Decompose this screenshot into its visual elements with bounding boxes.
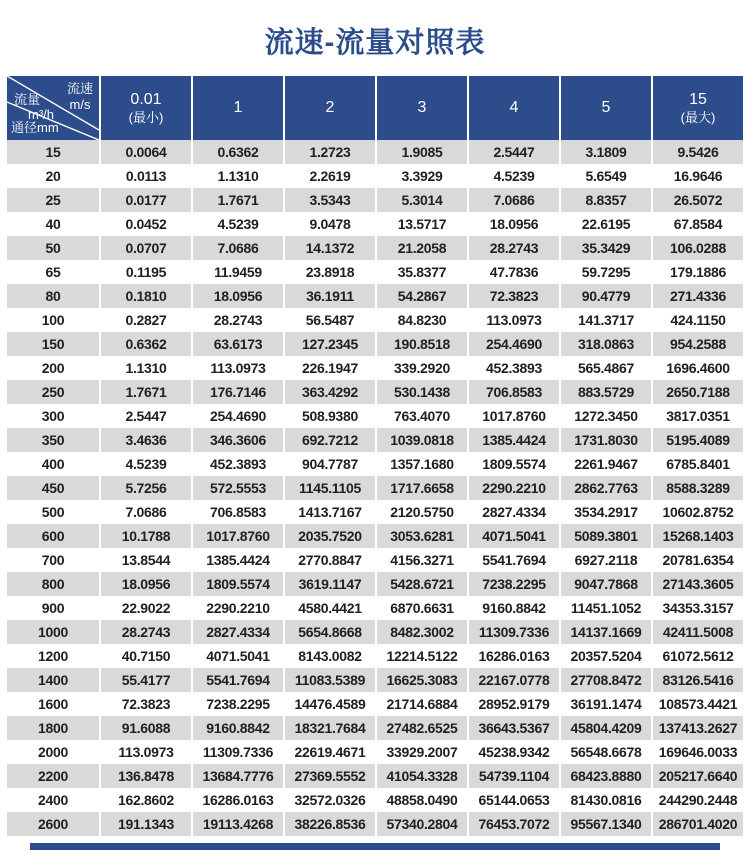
velocity-column-header: 5: [559, 76, 651, 140]
table-row: [7, 356, 743, 380]
flow-value-cell: 3053.6281: [375, 524, 467, 548]
flow-value-cell: 20357.5204: [559, 644, 651, 668]
table-row: [7, 572, 743, 596]
flow-value-cell: 9047.7868: [559, 572, 651, 596]
flow-rate-table: [7, 76, 743, 836]
flow-value-cell: 7.0686: [467, 188, 559, 212]
diameter-cell: 2400: [7, 788, 99, 812]
flow-value-cell: 27369.5552: [283, 764, 375, 788]
flow-value-cell: 7.0686: [99, 500, 191, 524]
table-row: [7, 596, 743, 620]
flow-value-cell: 0.0452: [99, 212, 191, 236]
flow-value-cell: 179.1886: [651, 260, 743, 284]
flow-value-cell: 4580.4421: [283, 596, 375, 620]
flow-value-cell: 2770.8847: [283, 548, 375, 572]
flow-value-cell: 706.8583: [191, 500, 283, 524]
flow-value-cell: 0.0707: [99, 236, 191, 260]
flow-value-cell: 45238.9342: [467, 740, 559, 764]
flow-value-cell: 1717.6658: [375, 476, 467, 500]
flow-value-cell: 318.0863: [559, 332, 651, 356]
flow-value-cell: 5.3014: [375, 188, 467, 212]
velocity-column-header: 0.01 (最小): [99, 76, 191, 140]
flow-label-text: 流量: [14, 92, 41, 107]
flow-value-cell: 10.1788: [99, 524, 191, 548]
velocity-label-text: 流速: [66, 81, 93, 96]
diameter-cell: 20: [7, 164, 99, 188]
flow-value-cell: 2035.7520: [283, 524, 375, 548]
flow-value-cell: 45804.4209: [559, 716, 651, 740]
flow-value-cell: 1413.7167: [283, 500, 375, 524]
velocity-column-header: 4: [467, 76, 559, 140]
flow-value-cell: 27482.6525: [375, 716, 467, 740]
flow-value-cell: 47.7836: [467, 260, 559, 284]
diameter-cell: 200: [7, 356, 99, 380]
flow-value-cell: 0.6362: [191, 140, 283, 164]
diameter-cell: 50: [7, 236, 99, 260]
flow-value-cell: 508.9380: [283, 404, 375, 428]
table-row: [7, 380, 743, 404]
flow-value-cell: 9.0478: [283, 212, 375, 236]
flow-value-cell: 18.0956: [99, 572, 191, 596]
diameter-cell: 350: [7, 428, 99, 452]
flow-value-cell: 0.6362: [99, 332, 191, 356]
flow-value-cell: 0.1195: [99, 260, 191, 284]
corner-flow-label: [14, 92, 54, 122]
flow-value-cell: 108573.4421: [651, 692, 743, 716]
flow-value-cell: 254.4690: [191, 404, 283, 428]
flow-value-cell: 4.5239: [467, 164, 559, 188]
flow-value-cell: 3.3929: [375, 164, 467, 188]
diameter-cell: 250: [7, 380, 99, 404]
flow-value-cell: 15268.1403: [651, 524, 743, 548]
flow-value-cell: 11083.5389: [283, 668, 375, 692]
diameter-cell: 700: [7, 548, 99, 572]
diameter-cell: 1800: [7, 716, 99, 740]
flow-value-cell: 67.8584: [651, 212, 743, 236]
flow-value-cell: 28952.9179: [467, 692, 559, 716]
flow-value-cell: 16.9646: [651, 164, 743, 188]
flow-value-cell: 16286.0163: [467, 644, 559, 668]
flow-value-cell: 4071.5041: [467, 524, 559, 548]
table-row: [7, 188, 743, 212]
diameter-cell: 300: [7, 404, 99, 428]
flow-value-cell: 40.7150: [99, 644, 191, 668]
flow-value-cell: 572.5553: [191, 476, 283, 500]
diameter-cell: 2600: [7, 812, 99, 836]
flow-value-cell: 190.8518: [375, 332, 467, 356]
flow-value-cell: 14137.1669: [559, 620, 651, 644]
table-row: [7, 260, 743, 284]
flow-value-cell: 1145.1105: [283, 476, 375, 500]
flow-value-cell: 1.1310: [191, 164, 283, 188]
diameter-cell: 25: [7, 188, 99, 212]
table-row: [7, 644, 743, 668]
flow-value-cell: 339.2920: [375, 356, 467, 380]
flow-value-cell: 162.8602: [99, 788, 191, 812]
flow-value-cell: 2650.7188: [651, 380, 743, 404]
table-row: [7, 620, 743, 644]
flow-value-cell: 28.2743: [99, 620, 191, 644]
flow-value-cell: 205217.6640: [651, 764, 743, 788]
flow-value-cell: 1.7671: [191, 188, 283, 212]
flow-value-cell: 254.4690: [467, 332, 559, 356]
flow-value-cell: 226.1947: [283, 356, 375, 380]
velocity-unit-text: m/s: [69, 96, 91, 112]
flow-value-cell: 2827.4334: [467, 500, 559, 524]
flow-value-cell: 9160.8842: [467, 596, 559, 620]
flow-value-cell: 95567.1340: [559, 812, 651, 836]
corner-header-cell: [7, 76, 99, 140]
flow-value-cell: 42411.5008: [651, 620, 743, 644]
diameter-cell: 40: [7, 212, 99, 236]
flow-value-cell: 5428.6721: [375, 572, 467, 596]
flow-value-cell: 4.5239: [191, 212, 283, 236]
flow-value-cell: 363.4292: [283, 380, 375, 404]
flow-value-cell: 3.1809: [559, 140, 651, 164]
flow-value-cell: 6785.8401: [651, 452, 743, 476]
flow-value-cell: 452.3893: [467, 356, 559, 380]
flow-value-cell: 16286.0163: [191, 788, 283, 812]
flow-value-cell: 84.8230: [375, 308, 467, 332]
flow-value-cell: 5654.8668: [283, 620, 375, 644]
flow-value-cell: 9.5426: [651, 140, 743, 164]
flow-value-cell: 35.8377: [375, 260, 467, 284]
flow-unit-text: m³/h: [28, 106, 54, 122]
flow-value-cell: 271.4336: [651, 284, 743, 308]
flow-value-cell: 1.1310: [99, 356, 191, 380]
table-row: [7, 548, 743, 572]
next-table-partial-header-bar: [30, 843, 720, 850]
flow-value-cell: 5541.7694: [191, 668, 283, 692]
flow-value-cell: 4156.3271: [375, 548, 467, 572]
flow-value-cell: 1272.3450: [559, 404, 651, 428]
corner-velocity-label: [67, 81, 93, 112]
flow-value-cell: 22167.0778: [467, 668, 559, 692]
flow-value-cell: 20781.6354: [651, 548, 743, 572]
flow-value-cell: 706.8583: [467, 380, 559, 404]
flow-value-cell: 2.5447: [99, 404, 191, 428]
diameter-cell: 150: [7, 332, 99, 356]
flow-value-cell: 8143.0082: [283, 644, 375, 668]
flow-value-cell: 90.4779: [559, 284, 651, 308]
flow-value-cell: 2120.5750: [375, 500, 467, 524]
table-row: [7, 668, 743, 692]
table-row: [7, 284, 743, 308]
table-row: [7, 740, 743, 764]
flow-value-cell: 55.4177: [99, 668, 191, 692]
flow-value-cell: 63.6173: [191, 332, 283, 356]
flow-value-cell: 59.7295: [559, 260, 651, 284]
flow-value-cell: 10602.8752: [651, 500, 743, 524]
table-row: [7, 236, 743, 260]
flow-value-cell: 57340.2804: [375, 812, 467, 836]
flow-value-cell: 22.6195: [559, 212, 651, 236]
table-row: [7, 764, 743, 788]
flow-value-cell: 27143.3605: [651, 572, 743, 596]
table-row: [7, 212, 743, 236]
flow-value-cell: 2.2619: [283, 164, 375, 188]
diameter-cell: 100: [7, 308, 99, 332]
diameter-cell: 450: [7, 476, 99, 500]
flow-value-cell: 68423.8880: [559, 764, 651, 788]
flow-value-cell: 1385.4424: [191, 548, 283, 572]
flow-value-cell: 1357.1680: [375, 452, 467, 476]
flow-value-cell: 2862.7763: [559, 476, 651, 500]
table-row: [7, 428, 743, 452]
flow-value-cell: 1.7671: [99, 380, 191, 404]
flow-value-cell: 127.2345: [283, 332, 375, 356]
flow-value-cell: 113.0973: [99, 740, 191, 764]
flow-value-cell: 8588.3289: [651, 476, 743, 500]
flow-value-cell: 27708.8472: [559, 668, 651, 692]
flow-value-cell: 565.4867: [559, 356, 651, 380]
flow-value-cell: 56548.6678: [559, 740, 651, 764]
flow-value-cell: 113.0973: [467, 308, 559, 332]
flow-value-cell: 3619.1147: [283, 572, 375, 596]
flow-value-cell: 35.3429: [559, 236, 651, 260]
flow-value-cell: 11.9459: [191, 260, 283, 284]
flow-value-cell: 21.2058: [375, 236, 467, 260]
flow-value-cell: 13.8544: [99, 548, 191, 572]
flow-value-cell: 113.0973: [191, 356, 283, 380]
flow-value-cell: 33929.2007: [375, 740, 467, 764]
flow-value-cell: 3.4636: [99, 428, 191, 452]
diameter-cell: 1400: [7, 668, 99, 692]
flow-value-cell: 286701.4020: [651, 812, 743, 836]
flow-value-cell: 28.2743: [191, 308, 283, 332]
flow-value-cell: 56.5487: [283, 308, 375, 332]
flow-value-cell: 13.5717: [375, 212, 467, 236]
flow-value-cell: 2827.4334: [191, 620, 283, 644]
flow-value-cell: 1696.4600: [651, 356, 743, 380]
table-row: [7, 788, 743, 812]
table-row: [7, 404, 743, 428]
flow-value-cell: 4071.5041: [191, 644, 283, 668]
flow-value-cell: 11451.1052: [559, 596, 651, 620]
diameter-cell: 500: [7, 500, 99, 524]
flow-value-cell: 136.8478: [99, 764, 191, 788]
flow-value-cell: 81430.0816: [559, 788, 651, 812]
flow-value-cell: 72.3823: [99, 692, 191, 716]
flow-value-cell: 32572.0326: [283, 788, 375, 812]
flow-value-cell: 5195.4089: [651, 428, 743, 452]
flow-value-cell: 38226.8536: [283, 812, 375, 836]
flow-value-cell: 7238.2295: [191, 692, 283, 716]
flow-value-cell: 11309.7336: [191, 740, 283, 764]
flow-value-cell: 36.1911: [283, 284, 375, 308]
diameter-cell: 1200: [7, 644, 99, 668]
flow-value-cell: 2.5447: [467, 140, 559, 164]
flow-value-cell: 191.1343: [99, 812, 191, 836]
flow-value-cell: 0.0064: [99, 140, 191, 164]
table-row: [7, 500, 743, 524]
flow-value-cell: 137413.2627: [651, 716, 743, 740]
diameter-cell: 600: [7, 524, 99, 548]
flow-value-cell: 5.7256: [99, 476, 191, 500]
flow-value-cell: 904.7787: [283, 452, 375, 476]
flow-value-cell: 13684.7776: [191, 764, 283, 788]
diameter-cell: 400: [7, 452, 99, 476]
diameter-cell: 80: [7, 284, 99, 308]
diameter-cell: 900: [7, 596, 99, 620]
flow-value-cell: 18.0956: [467, 212, 559, 236]
flow-value-cell: 83126.5416: [651, 668, 743, 692]
flow-value-cell: 22619.4671: [283, 740, 375, 764]
flow-value-cell: 2290.2210: [467, 476, 559, 500]
flow-value-cell: 954.2588: [651, 332, 743, 356]
velocity-column-header: 3: [375, 76, 467, 140]
flow-value-cell: 18.0956: [191, 284, 283, 308]
flow-value-cell: 61072.5612: [651, 644, 743, 668]
flow-value-cell: 346.3606: [191, 428, 283, 452]
flow-value-cell: 1385.4424: [467, 428, 559, 452]
flow-value-cell: 1.9085: [375, 140, 467, 164]
flow-value-cell: 452.3893: [191, 452, 283, 476]
table-row: [7, 308, 743, 332]
flow-value-cell: 176.7146: [191, 380, 283, 404]
flow-value-cell: 692.7212: [283, 428, 375, 452]
flow-value-cell: 41054.3328: [375, 764, 467, 788]
velocity-column-header: 2: [283, 76, 375, 140]
flow-value-cell: 23.8918: [283, 260, 375, 284]
table-row: [7, 140, 743, 164]
flow-value-cell: 1017.8760: [467, 404, 559, 428]
flow-value-cell: 28.2743: [467, 236, 559, 260]
flow-value-cell: 6927.2118: [559, 548, 651, 572]
flow-value-cell: 0.0113: [99, 164, 191, 188]
flow-value-cell: 169646.0033: [651, 740, 743, 764]
flow-value-cell: 5089.3801: [559, 524, 651, 548]
flow-value-cell: 1809.5574: [467, 452, 559, 476]
flow-value-cell: 26.5072: [651, 188, 743, 212]
table-row: [7, 812, 743, 836]
flow-value-cell: 16625.3083: [375, 668, 467, 692]
flow-value-cell: 22.9022: [99, 596, 191, 620]
flow-value-cell: 21714.6884: [375, 692, 467, 716]
flow-value-cell: 7238.2295: [467, 572, 559, 596]
flow-value-cell: 3817.0351: [651, 404, 743, 428]
flow-value-cell: 0.2827: [99, 308, 191, 332]
flow-value-cell: 14476.4589: [283, 692, 375, 716]
flow-value-cell: 7.0686: [191, 236, 283, 260]
flow-value-cell: 19113.4268: [191, 812, 283, 836]
flow-value-cell: 5.6549: [559, 164, 651, 188]
flow-value-cell: 36643.5367: [467, 716, 559, 740]
table-row: [7, 452, 743, 476]
table-row: [7, 716, 743, 740]
flow-value-cell: 76453.7072: [467, 812, 559, 836]
flow-value-cell: 424.1150: [651, 308, 743, 332]
flow-value-cell: 530.1438: [375, 380, 467, 404]
flow-value-cell: 0.1810: [99, 284, 191, 308]
flow-value-cell: 0.0177: [99, 188, 191, 212]
flow-value-cell: 8482.3002: [375, 620, 467, 644]
header-row: [7, 76, 743, 140]
flow-value-cell: 244290.2448: [651, 788, 743, 812]
diameter-cell: 65: [7, 260, 99, 284]
flow-value-cell: 65144.0653: [467, 788, 559, 812]
diameter-cell: 1000: [7, 620, 99, 644]
flow-value-cell: 2261.9467: [559, 452, 651, 476]
flow-value-cell: 34353.3157: [651, 596, 743, 620]
flow-value-cell: 54.2867: [375, 284, 467, 308]
diameter-cell: 800: [7, 572, 99, 596]
table-row: [7, 476, 743, 500]
table-row: [7, 164, 743, 188]
table-row: [7, 332, 743, 356]
flow-value-cell: 54739.1104: [467, 764, 559, 788]
flow-value-cell: 48858.0490: [375, 788, 467, 812]
flow-value-cell: 763.4070: [375, 404, 467, 428]
table-row: [7, 524, 743, 548]
flow-value-cell: 14.1372: [283, 236, 375, 260]
table-row: [7, 692, 743, 716]
flow-value-cell: 141.3717: [559, 308, 651, 332]
flow-value-cell: 3534.2917: [559, 500, 651, 524]
diameter-cell: 2200: [7, 764, 99, 788]
corner-diameter-label: 通径mm: [11, 120, 59, 136]
flow-value-cell: 6870.6631: [375, 596, 467, 620]
flow-value-cell: 2290.2210: [191, 596, 283, 620]
flow-value-cell: 12214.5122: [375, 644, 467, 668]
flow-value-cell: 9160.8842: [191, 716, 283, 740]
diameter-cell: 2000: [7, 740, 99, 764]
flow-value-cell: 106.0288: [651, 236, 743, 260]
diameter-cell: 1600: [7, 692, 99, 716]
flow-value-cell: 4.5239: [99, 452, 191, 476]
flow-value-cell: 72.3823: [467, 284, 559, 308]
velocity-column-header: 15 (最大): [651, 76, 743, 140]
page-title: 流速-流量对照表: [264, 27, 486, 59]
flow-value-cell: 91.6088: [99, 716, 191, 740]
flow-value-cell: 1039.0818: [375, 428, 467, 452]
flow-value-cell: 1731.8030: [559, 428, 651, 452]
flow-value-cell: 1017.8760: [191, 524, 283, 548]
flow-value-cell: 5541.7694: [467, 548, 559, 572]
flow-value-cell: 11309.7336: [467, 620, 559, 644]
flow-value-cell: 1809.5574: [191, 572, 283, 596]
flow-value-cell: 883.5729: [559, 380, 651, 404]
flow-value-cell: 8.8357: [559, 188, 651, 212]
flow-value-cell: 1.2723: [283, 140, 375, 164]
flow-value-cell: 18321.7684: [283, 716, 375, 740]
velocity-column-header: 1: [191, 76, 283, 140]
diameter-cell: 15: [7, 140, 99, 164]
flow-value-cell: 3.5343: [283, 188, 375, 212]
flow-value-cell: 36191.1474: [559, 692, 651, 716]
